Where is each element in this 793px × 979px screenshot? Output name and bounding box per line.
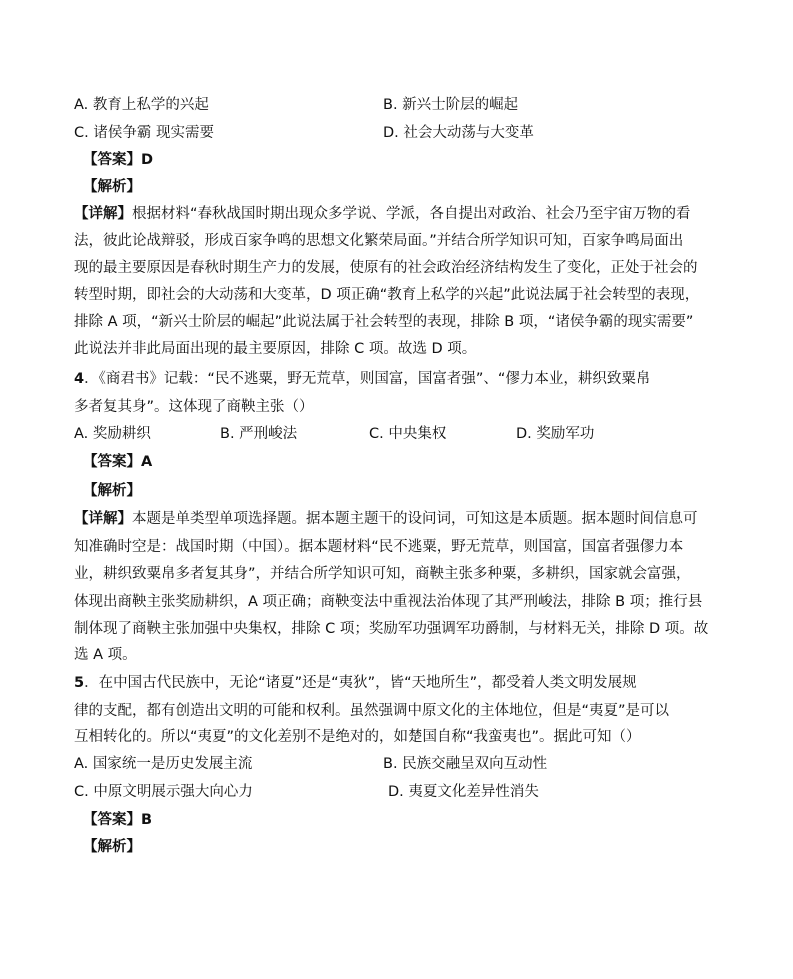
q3-option-b: B. 新兴士阶层的崛起 [383, 97, 519, 113]
q3-answer-value: D [141, 152, 154, 168]
q5-stem-line-3: 互相转化的。所以“夷夏”的文化差别不是绝对的，如楚国自称“我蛮夷也”。据此可知（） [74, 729, 641, 745]
q5-option-b: B. 民族交融呈双向互动性 [383, 756, 548, 772]
q4-option-d: D. 奖励军功 [516, 426, 595, 442]
q3-detail-line-3: 现的最主要原因是春秋时期生产力的发展，使原有的社会政治经济结构发生了变化，正处于社会的 [74, 260, 698, 276]
q3-option-a: A. 教育上私学的兴起 [74, 97, 209, 113]
q3-detail-line-1: 【详解】根据材料“春秋战国时期出现众多学说、学派，各自提出对政治、社会乃至宇宙万物的看 [74, 206, 691, 222]
q4-answer-value: A [141, 454, 153, 470]
q4-option-a: A. 奖励耕织 [74, 426, 151, 442]
q5-analysis-label: 【解析】 [83, 839, 141, 855]
q4-detail-line-1: 【详解】本题是单类型单项选择题。据本题主题干的设问词，可知这是本质题。据本题时间信息可 [74, 511, 698, 527]
q3-option-c: C. 诸侯争霸 现实需要 [74, 125, 214, 141]
q4-detail-line-5: 制体现了商鞅主张加强中央集权，排除 C 项；奖励军功强调军功爵制，与材料无关，排除 D 项。故 [74, 621, 709, 637]
q3-detail-line-5: 排除 A 项，“新兴士阶层的崛起”此说法属于社会转型的表现，排除 B 项，“诸侯争霸的现实需要” [74, 314, 694, 330]
q3-analysis-label: 【解析】 [83, 179, 141, 195]
q3-detail-label: 【详解】 [74, 206, 132, 222]
q4-answer [83, 452, 152, 472]
q4-answer-label: 【答案】 [83, 454, 141, 470]
q5-answer-label: 【答案】 [83, 812, 141, 828]
q5-stem-line-1: 5．在中国古代民族中，无论“诸夏”还是“夷狄”，皆“天地所生”，都受着人类文明发展规 [74, 675, 637, 691]
q3-detail-line-4: 转型时期，即社会的大动荡和大变革，D 项正确“教育上私学的兴起”此说法属于社会转型的表现， [74, 287, 700, 303]
q5-option-c: C. 中原文明展示强大向心力 [74, 784, 253, 800]
q5-number: 5 [74, 675, 85, 691]
q5-option-d: D. 夷夏文化差异性消失 [388, 784, 539, 800]
q4-detail-line-4: 体现出商鞅主张奖励耕织，A 项正确；商鞅变法中重视法治体现了其严刑峻法，排除 B 项；推行县 [74, 594, 703, 610]
q4-stem-line-2: 多者复其身”。这体现了商鞅主张（） [74, 399, 314, 415]
q3-answer [83, 150, 153, 170]
q5-stem-line-2: 律的支配，都有创造出文明的可能和权利。虽然强调中原文化的主体地位，但是“夷夏”是可以 [74, 703, 670, 719]
q4-analysis-label: 【解析】 [83, 483, 141, 499]
q4-stem-line-1: 4．《商君书》记载：“民不逃粟，野无荒草，则国富，国富者强”、“僇力本业，耕织致粟帛 [74, 371, 651, 387]
q5-answer-value: B [141, 812, 153, 828]
q3-option-d: D. 社会大动荡与大变革 [383, 125, 534, 141]
q4-detail-line-6: 选 A 项。 [74, 647, 137, 663]
q3-answer-label: 【答案】 [83, 152, 141, 168]
q4-detail-label: 【详解】 [74, 511, 132, 527]
q4-option-b: B. 严刑峻法 [220, 426, 298, 442]
q4-detail-line-2: 知准确时空是：战国时期（中国）。据本题材料“民不逃粟，野无荒草，则国富，国富者强僇力本 [74, 539, 684, 555]
q5-answer [83, 810, 152, 830]
q3-detail-line-6: 此说法并非此局面出现的最主要原因，排除 C 项。故选 D 项。 [74, 341, 477, 357]
q5-option-a: A. 国家统一是历史发展主流 [74, 756, 253, 772]
q4-number: 4 [74, 371, 85, 387]
q4-option-c: C. 中央集权 [369, 426, 447, 442]
q3-detail-line-2: 法，彼此论战辩驳，形成百家争鸣的思想文化繁荣局面。”并结合所学知识可知，百家争鸣局面出 [74, 233, 684, 249]
q4-detail-line-3: 业，耕织致粟帛多者复其身”，并结合所学知识可知，商鞅主张多种粟，多耕织，国家就会富强， [74, 566, 691, 582]
